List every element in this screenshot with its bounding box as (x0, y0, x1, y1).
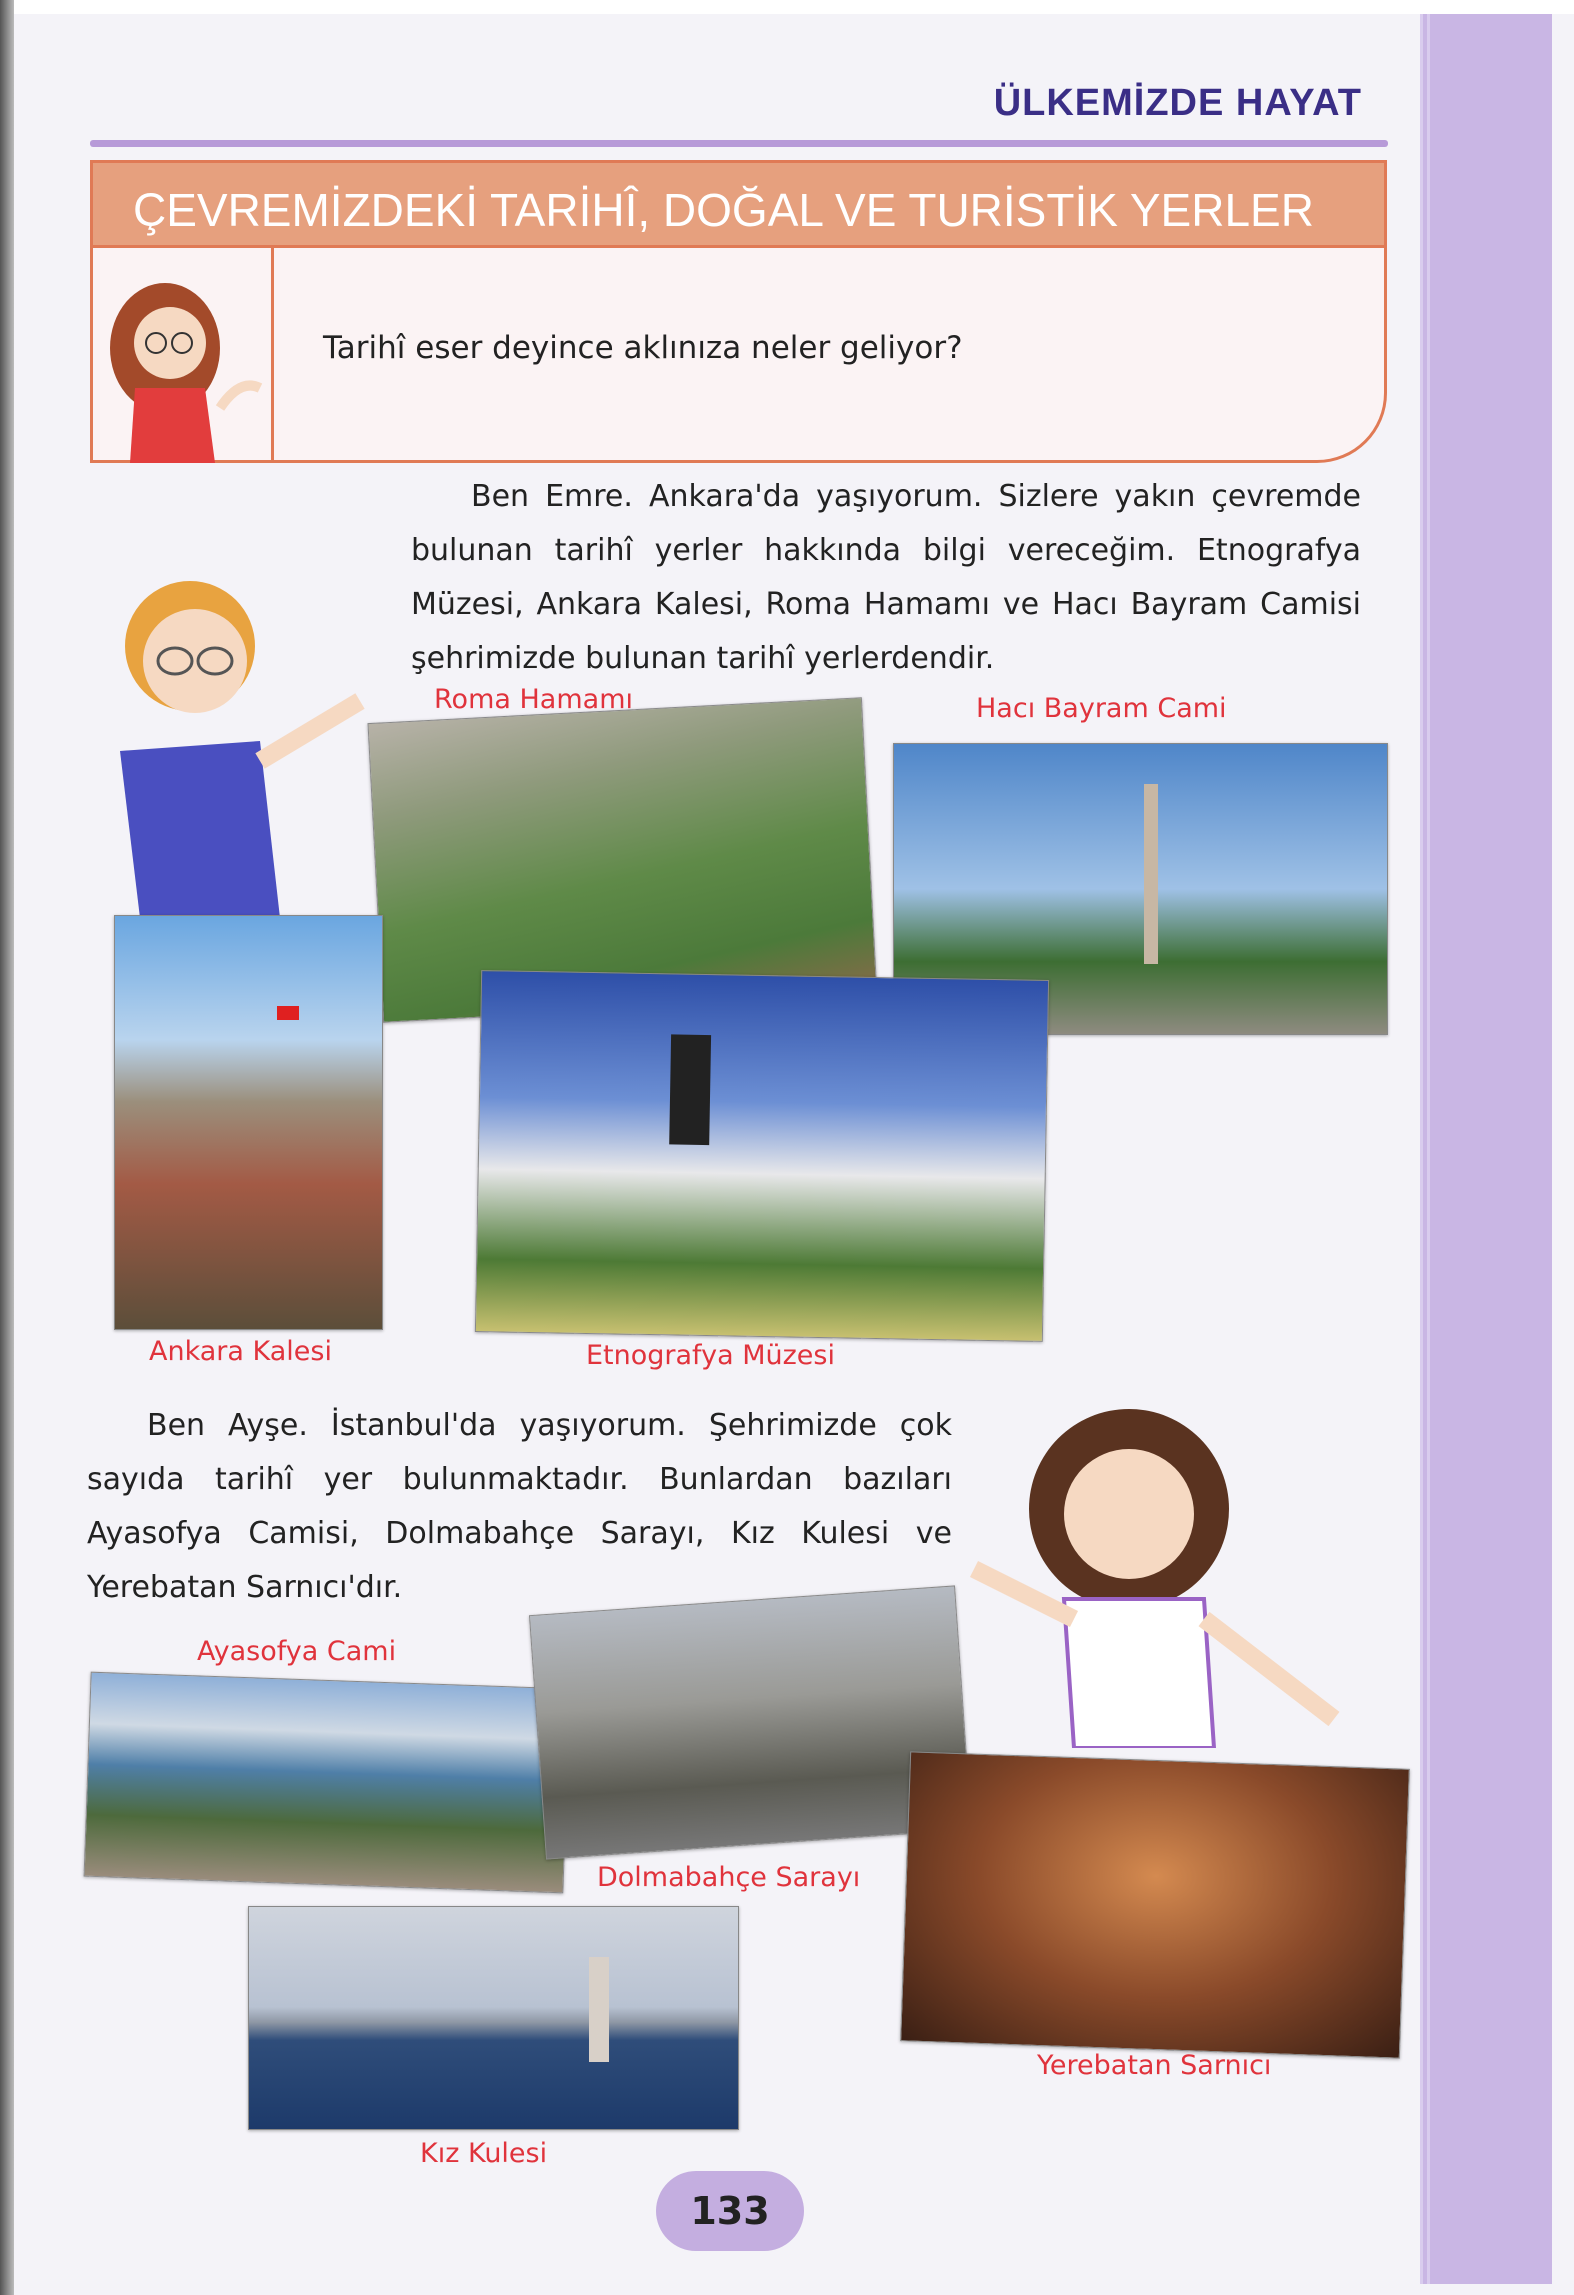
caption-haci-bayram-cami: Hacı Bayram Cami (976, 693, 1227, 724)
girl-ayse-illustration (954, 1399, 1377, 1748)
page-number: 133 (656, 2171, 804, 2251)
photo-yerebatan-sarnici (900, 1751, 1410, 2058)
caption-roma-hamami: Roma Hamamı (434, 684, 633, 715)
caption-dolmabahce-sarayi: Dolmabahçe Sarayı (597, 1862, 861, 1893)
lesson-title-banner: ÇEVREMİZDEKİ TARİHÎ, DOĞAL VE TURİSTİK YERLER (90, 160, 1387, 248)
boy-emre-illustration (80, 561, 393, 918)
photo-ankara-kalesi (114, 915, 383, 1330)
girl-illustration-panel (90, 248, 274, 463)
header-divider (90, 140, 1388, 147)
section-header: ÜLKEMİZDE HAYAT (993, 82, 1362, 124)
girl-with-glasses-illustration (90, 248, 274, 463)
ayse-paragraph: Ben Ayşe. İstanbul'da yaşıyorum. Şehrimizde çok sayıda tarihî yer bulunmaktadır. Bunlardan bazıları Ayasofya Camisi, Dolmabahçe Sarayı, Kız Kulesi ve Yerebatan Sarnıcı'dır. (87, 1408, 952, 1605)
purple-margin (1420, 14, 1552, 2284)
photo-kiz-kulesi (248, 1906, 739, 2130)
emre-paragraph: Ben Emre. Ankara'da yaşıyorum. Sizlere yakın çevremde bulunan tarihî yerler hakkında bilgi vereceğim. Etnografya Müzesi, Ankara Kalesi, Roma Hamamı ve Hacı Bayram Camisi şehrimizde bulunan tarihî yerlerdendir. (411, 479, 1361, 676)
caption-ankara-kalesi: Ankara Kalesi (149, 1336, 332, 1367)
caption-yerebatan-sarnici: Yerebatan Sarnıcı (1037, 2050, 1272, 2081)
photo-etnografya-muzesi (475, 970, 1049, 1342)
caption-ayasofya-cami: Ayasofya Cami (197, 1636, 397, 1667)
binding-shadow (0, 0, 14, 2295)
caption-etnografya-muzesi: Etnografya Müzesi (586, 1340, 835, 1371)
photo-ayasofya-cami (84, 1672, 571, 1894)
question-text: Tarihî eser deyince aklınıza neler geliyor? (323, 330, 963, 366)
photo-dolmabahce-sarayi (529, 1585, 972, 1859)
caption-kiz-kulesi: Kız Kulesi (420, 2138, 548, 2169)
page-edge (0, 0, 1574, 14)
